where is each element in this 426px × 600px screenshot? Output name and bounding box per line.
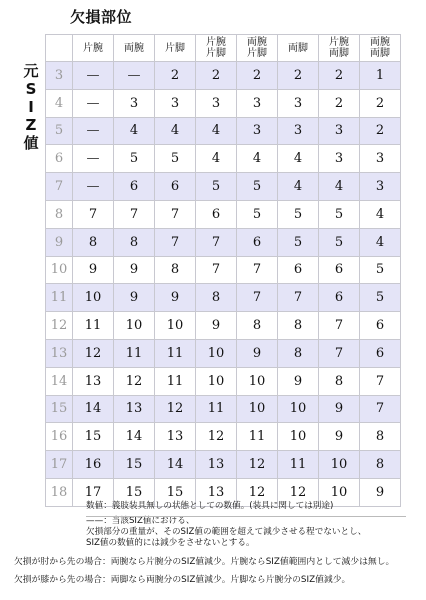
table-cell: 3: [237, 89, 278, 117]
column-header: 片腕: [73, 35, 114, 62]
table-cell: 2: [319, 89, 360, 117]
table-cell: 5: [360, 256, 401, 284]
siz-reduction-table: [45, 34, 401, 507]
values-note: 数値：義肢装具無しの状態としての数値。(装具に関しては別途): [86, 501, 334, 511]
table-cell: 11: [237, 423, 278, 451]
table-cell: 10: [237, 367, 278, 395]
table-cell: 11: [114, 339, 155, 367]
notes: [86, 501, 416, 549]
notes-divider: [86, 516, 406, 517]
table-cell: 6: [155, 173, 196, 201]
table-row: [46, 200, 401, 228]
table-cell: 9: [196, 312, 237, 340]
table-cell: 6: [196, 200, 237, 228]
table-row: [46, 145, 401, 173]
table-cell: 8: [360, 423, 401, 451]
table-cell: 13: [73, 367, 114, 395]
header-corner: [46, 35, 73, 62]
table-cell: 2: [155, 62, 196, 90]
table-cell: 8: [360, 451, 401, 479]
dash-note-line: SIZ値の数値的には減少をさせないとする。: [86, 538, 255, 548]
table-cell: 11: [196, 395, 237, 423]
table-cell: 4: [319, 173, 360, 201]
table-cell: 8: [114, 228, 155, 256]
table-cell: 10: [278, 423, 319, 451]
table-cell: 12: [155, 395, 196, 423]
table-cell: 3: [360, 173, 401, 201]
table-cell: 9: [319, 395, 360, 423]
table-cell: 3: [360, 145, 401, 173]
table-cell: 15: [114, 451, 155, 479]
table-cell: 13: [196, 478, 237, 506]
row-siz-value: 13: [46, 339, 73, 367]
table-cell: 6: [237, 228, 278, 256]
table-cell: 10: [196, 367, 237, 395]
table-cell: 3: [319, 117, 360, 145]
table-cell: 4: [114, 117, 155, 145]
table-cell: 7: [319, 339, 360, 367]
table-row: [46, 256, 401, 284]
table-cell: 3: [237, 117, 278, 145]
row-siz-value: 7: [46, 173, 73, 201]
row-siz-value: 10: [46, 256, 73, 284]
table-row: [46, 89, 401, 117]
row-siz-value: 16: [46, 423, 73, 451]
table-cell: 8: [73, 228, 114, 256]
table-cell: 10: [155, 312, 196, 340]
table-cell: 2: [319, 62, 360, 90]
table-row: [46, 312, 401, 340]
side-label-char: S: [25, 80, 37, 98]
table-cell: 13: [196, 451, 237, 479]
table-cell: 3: [319, 145, 360, 173]
dash-note-line: ——：当該SIZ値における、: [86, 516, 195, 526]
table-cell: 8: [237, 312, 278, 340]
table-cell: 5: [196, 173, 237, 201]
table-cell: 10: [73, 284, 114, 312]
table-cell: 13: [155, 423, 196, 451]
table-cell: 7: [155, 228, 196, 256]
table-cell: 10: [196, 339, 237, 367]
column-header: 片脚: [155, 35, 196, 62]
table-cell: 15: [114, 478, 155, 506]
table-cell: 8: [155, 256, 196, 284]
table-cell: 9: [237, 339, 278, 367]
table-cell: 7: [360, 367, 401, 395]
table-cell: 11: [278, 451, 319, 479]
table-cell: —: [73, 62, 114, 90]
table-row: [46, 117, 401, 145]
table-cell: 7: [155, 200, 196, 228]
column-header: 両腕 両脚: [360, 35, 401, 62]
table-cell: 5: [360, 284, 401, 312]
table-cell: 7: [237, 256, 278, 284]
row-siz-value: 3: [46, 62, 73, 90]
side-label-char: I: [28, 98, 34, 116]
table-cell: 10: [278, 395, 319, 423]
column-header: 片腕 両脚: [319, 35, 360, 62]
table-row: [46, 284, 401, 312]
table-cell: 9: [319, 423, 360, 451]
row-siz-value: 8: [46, 200, 73, 228]
table-cell: 6: [278, 256, 319, 284]
table-cell: 8: [196, 284, 237, 312]
table-cell: 12: [73, 339, 114, 367]
table-cell: 15: [155, 478, 196, 506]
table-cell: 9: [114, 256, 155, 284]
table-cell: 11: [155, 367, 196, 395]
table-cell: 8: [278, 339, 319, 367]
table-cell: 7: [360, 395, 401, 423]
table-cell: 9: [360, 478, 401, 506]
table-cell: 2: [360, 117, 401, 145]
table-cell: 12: [237, 451, 278, 479]
table-cell: 5: [155, 145, 196, 173]
table-cell: 2: [278, 62, 319, 90]
row-siz-value: 11: [46, 284, 73, 312]
column-header: 両脚: [278, 35, 319, 62]
row-siz-value: 6: [46, 145, 73, 173]
table-row: [46, 367, 401, 395]
table-cell: 5: [319, 200, 360, 228]
table-cell: 12: [114, 367, 155, 395]
table-cell: 10: [319, 478, 360, 506]
footnote-knee: 欠損が膝から先の場合：両脚なら両腕分のSIZ値減少。片脚なら片腕分のSIZ値減少。: [14, 575, 351, 585]
table-cell: —: [73, 145, 114, 173]
table-title: 欠損部位: [70, 8, 133, 26]
table-cell: 10: [319, 451, 360, 479]
table-cell: 13: [114, 395, 155, 423]
table-body: [46, 62, 401, 507]
table-cell: 4: [196, 145, 237, 173]
table-cell: 3: [196, 89, 237, 117]
table-cell: 10: [114, 312, 155, 340]
column-header: 両腕 片脚: [237, 35, 278, 62]
table-cell: 1: [360, 62, 401, 90]
table-cell: 11: [73, 312, 114, 340]
table-row: [46, 339, 401, 367]
table-row: [46, 62, 401, 90]
table-cell: 6: [319, 284, 360, 312]
table-row: [46, 173, 401, 201]
table-cell: 4: [278, 173, 319, 201]
table-cell: 9: [73, 256, 114, 284]
table-cell: 5: [237, 200, 278, 228]
table-cell: 7: [278, 284, 319, 312]
row-siz-value: 5: [46, 117, 73, 145]
table-cell: 5: [319, 228, 360, 256]
column-header: 片腕 片脚: [196, 35, 237, 62]
table-cell: 3: [278, 89, 319, 117]
table-cell: 5: [237, 173, 278, 201]
column-header: 両腕: [114, 35, 155, 62]
table-row: [46, 395, 401, 423]
table-cell: —: [114, 62, 155, 90]
table-row: [46, 451, 401, 479]
table-cell: 8: [278, 312, 319, 340]
table-cell: 4: [360, 200, 401, 228]
table-cell: 15: [73, 423, 114, 451]
table-cell: 5: [114, 145, 155, 173]
table-row: [46, 228, 401, 256]
table-cell: 6: [114, 173, 155, 201]
table-cell: 7: [237, 284, 278, 312]
table-cell: 12: [237, 478, 278, 506]
table-cell: 2: [237, 62, 278, 90]
row-siz-value: 15: [46, 395, 73, 423]
table-cell: 2: [360, 89, 401, 117]
side-label-char: 元: [23, 62, 39, 80]
row-siz-value: 17: [46, 451, 73, 479]
table-cell: 7: [114, 200, 155, 228]
table-cell: 14: [73, 395, 114, 423]
row-siz-value: 14: [46, 367, 73, 395]
table-cell: 2: [196, 62, 237, 90]
table-cell: 4: [155, 117, 196, 145]
table-cell: 9: [278, 367, 319, 395]
row-siz-value: 12: [46, 312, 73, 340]
row-siz-value: 9: [46, 228, 73, 256]
row-siz-value: 4: [46, 89, 73, 117]
table-cell: 6: [360, 312, 401, 340]
table-cell: 4: [237, 145, 278, 173]
table-cell: —: [73, 117, 114, 145]
table-cell: 3: [114, 89, 155, 117]
row-siz-value: 18: [46, 478, 73, 506]
table-row: [46, 423, 401, 451]
table-cell: 4: [278, 145, 319, 173]
header-row: [46, 35, 401, 62]
table-cell: 5: [278, 200, 319, 228]
table-cell: 4: [360, 228, 401, 256]
table-cell: 4: [196, 117, 237, 145]
table-cell: 3: [278, 117, 319, 145]
table-cell: 9: [155, 284, 196, 312]
table-cell: 12: [278, 478, 319, 506]
table-cell: 5: [278, 228, 319, 256]
table-cell: —: [73, 89, 114, 117]
side-label-original-siz: [20, 62, 42, 152]
side-label-char: 値: [23, 134, 39, 152]
table-cell: 7: [196, 228, 237, 256]
table-cell: 6: [360, 339, 401, 367]
table-cell: 7: [196, 256, 237, 284]
table-cell: 14: [114, 423, 155, 451]
footnote-elbow: 欠損が肘から先の場合：両腕なら片腕分のSIZ値減少。片腕ならSIZ値範囲内として減少は無し。: [14, 557, 395, 567]
table-cell: 12: [196, 423, 237, 451]
table-cell: 7: [73, 200, 114, 228]
table-cell: 17: [73, 478, 114, 506]
table-cell: 8: [319, 367, 360, 395]
table-cell: 3: [155, 89, 196, 117]
table-cell: 14: [155, 451, 196, 479]
dash-note-line: 欠損部分の重量が、そのSIZ値の範囲を超えて減少させる程でないとし、: [86, 527, 367, 537]
side-label-char: Z: [25, 116, 37, 134]
table-cell: 11: [155, 339, 196, 367]
table-cell: 9: [114, 284, 155, 312]
table-cell: 6: [319, 256, 360, 284]
table-cell: 7: [319, 312, 360, 340]
table-cell: 10: [237, 395, 278, 423]
table-cell: 16: [73, 451, 114, 479]
table-cell: —: [73, 173, 114, 201]
